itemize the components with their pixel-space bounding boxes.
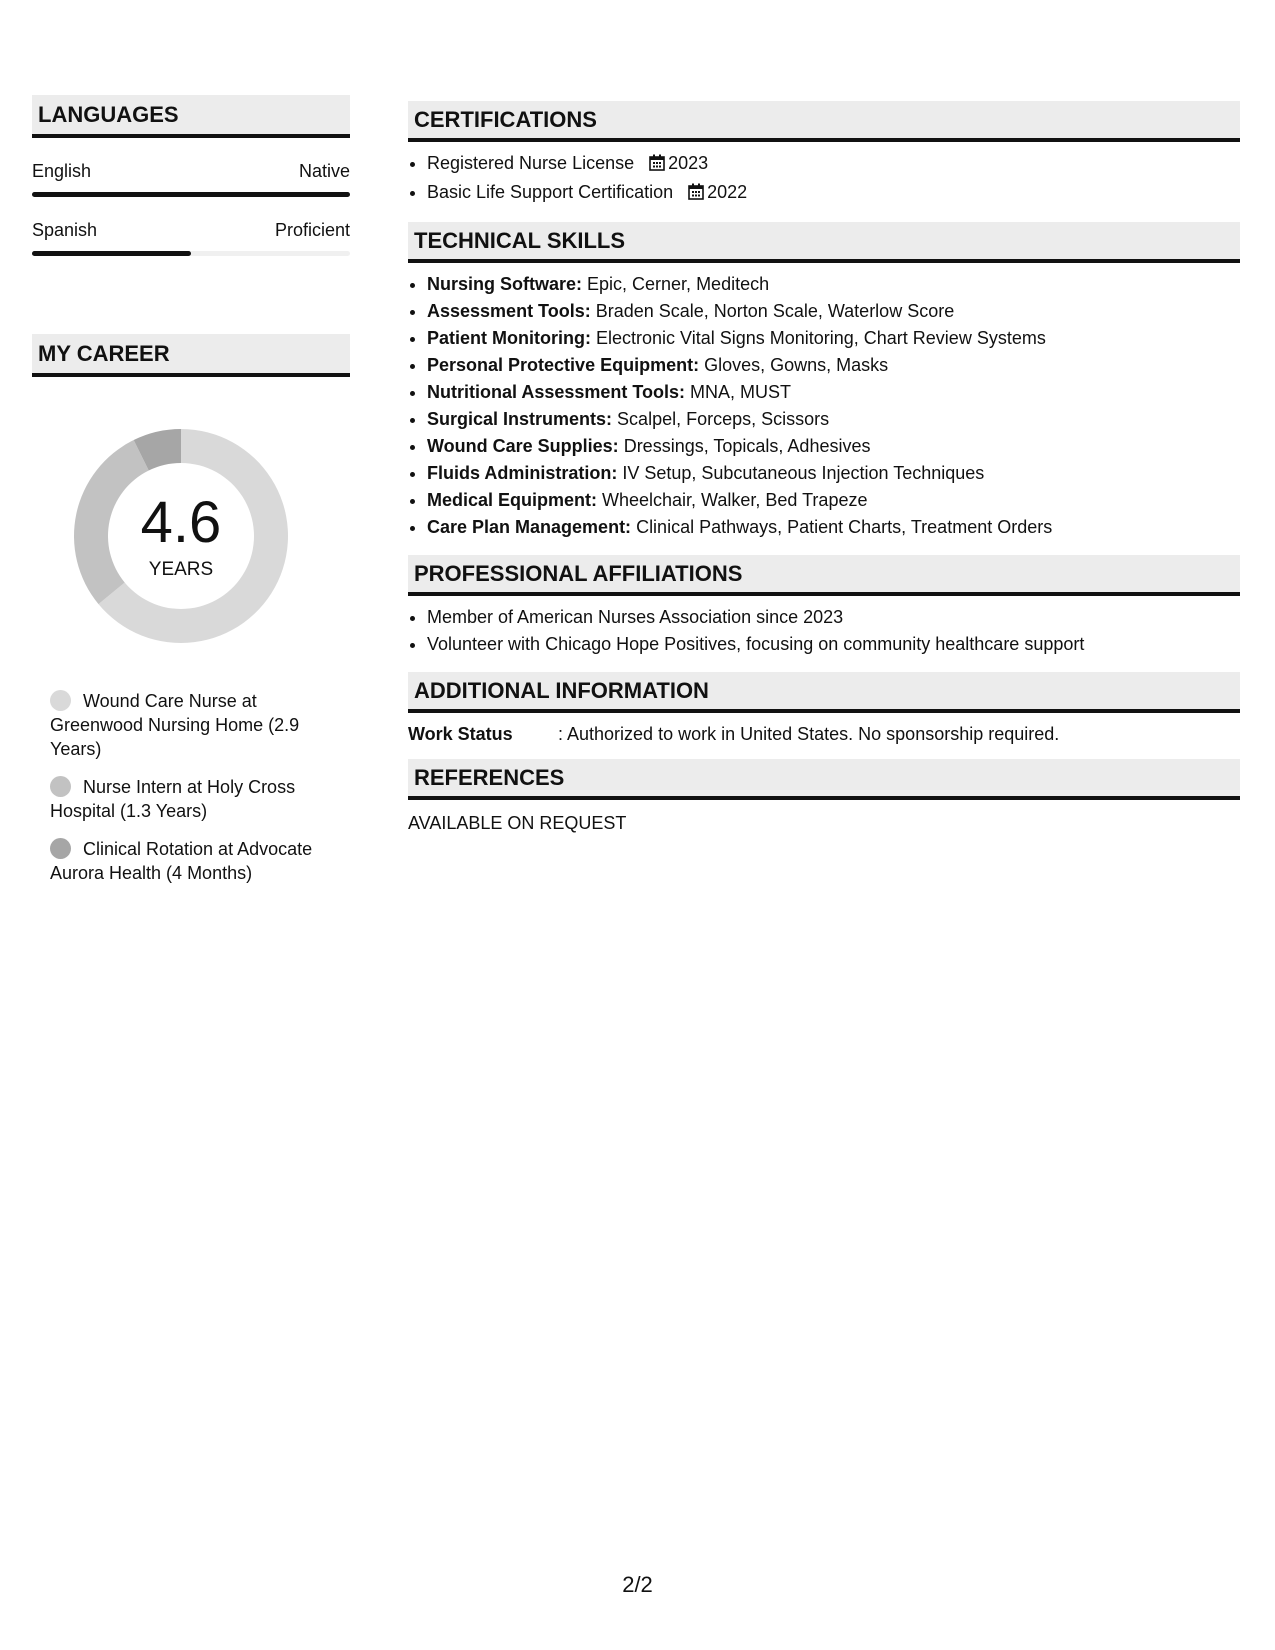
skill-value: Dressings, Topicals, Adhesives bbox=[618, 436, 871, 456]
skill-item bbox=[427, 460, 1240, 487]
skill-item bbox=[427, 352, 1240, 379]
language-level: Native bbox=[298, 161, 350, 181]
right-column bbox=[408, 101, 1240, 834]
career-heading: MY CAREER bbox=[32, 334, 350, 377]
language-item-spanish bbox=[32, 219, 350, 256]
certification-year: 2022 bbox=[707, 182, 748, 202]
certifications-heading: CERTIFICATIONS bbox=[408, 101, 1240, 142]
certification-item bbox=[427, 150, 1240, 179]
career-total-value: 4.6 bbox=[140, 490, 222, 555]
legend-item bbox=[50, 689, 340, 761]
language-proficiency-bar bbox=[32, 192, 350, 197]
languages-heading: LANGUAGES bbox=[32, 95, 350, 138]
skill-label: Assessment Tools: bbox=[427, 301, 591, 321]
legend-item bbox=[50, 775, 340, 823]
skill-value: Wheelchair, Walker, Bed Trapeze bbox=[597, 490, 868, 510]
skill-item bbox=[427, 514, 1240, 541]
references-text: AVAILABLE ON REQUEST bbox=[408, 813, 627, 833]
technical-skills-list bbox=[408, 271, 1240, 541]
legend-label: Wound Care Nurse at Greenwood Nursing Home (2.9 Years) bbox=[50, 691, 300, 759]
skill-item bbox=[427, 298, 1240, 325]
skill-value: Scalpel, Forceps, Scissors bbox=[612, 409, 830, 429]
skill-label: Patient Monitoring: bbox=[427, 328, 591, 348]
technical-skills-section bbox=[408, 222, 1240, 541]
language-name: Spanish bbox=[32, 220, 98, 240]
work-status-value: : Authorized to work in United States. No sponsorship required. bbox=[558, 724, 1060, 744]
affiliations-list bbox=[408, 604, 1240, 658]
certification-name: Registered Nurse License bbox=[427, 153, 635, 173]
skill-label: Medical Equipment: bbox=[427, 490, 598, 510]
career-legend bbox=[50, 689, 340, 885]
affiliations-heading: PROFESSIONAL AFFILIATIONS bbox=[408, 555, 1240, 596]
skill-item bbox=[427, 271, 1240, 298]
skill-label: Wound Care Supplies: bbox=[427, 436, 619, 456]
work-status-row bbox=[408, 723, 1240, 745]
skill-label: Surgical Instruments: bbox=[427, 409, 613, 429]
language-proficiency-fill bbox=[32, 251, 191, 256]
skill-item bbox=[427, 406, 1240, 433]
additional-info-heading: ADDITIONAL INFORMATION bbox=[408, 672, 1240, 713]
skill-value: Epic, Cerner, Meditech bbox=[582, 274, 770, 294]
language-proficiency-fill bbox=[32, 192, 350, 197]
calendar-icon bbox=[688, 181, 704, 208]
references-section bbox=[408, 759, 1240, 834]
skill-label: Nursing Software: bbox=[427, 274, 583, 294]
career-total-unit: YEARS bbox=[148, 559, 214, 580]
legend-item bbox=[50, 837, 340, 885]
left-column bbox=[32, 95, 350, 899]
skill-item bbox=[427, 379, 1240, 406]
language-item-english bbox=[32, 160, 350, 197]
skill-value: Braden Scale, Norton Scale, Waterlow Score bbox=[590, 301, 955, 321]
certifications-list bbox=[408, 150, 1240, 208]
skill-label: Fluids Administration: bbox=[427, 463, 618, 483]
legend-dot bbox=[50, 838, 71, 859]
career-donut-chart bbox=[66, 421, 296, 651]
certification-item bbox=[427, 179, 1240, 208]
affiliations-section bbox=[408, 555, 1240, 658]
certifications-section bbox=[408, 101, 1240, 208]
additional-info-section bbox=[408, 672, 1240, 745]
skill-item bbox=[427, 433, 1240, 460]
skill-value: Clinical Pathways, Patient Charts, Treatment Orders bbox=[631, 517, 1053, 537]
skill-value: Gloves, Gowns, Masks bbox=[699, 355, 889, 375]
skill-label: Care Plan Management: bbox=[427, 517, 632, 537]
legend-label: Clinical Rotation at Advocate Aurora Health (4 Months) bbox=[50, 839, 313, 883]
calendar-icon bbox=[649, 152, 665, 179]
references-heading: REFERENCES bbox=[408, 759, 1240, 800]
skill-value: IV Setup, Subcutaneous Injection Techniques bbox=[617, 463, 985, 483]
legend-label: Nurse Intern at Holy Cross Hospital (1.3 Years) bbox=[50, 777, 296, 821]
language-proficiency-bar bbox=[32, 251, 350, 256]
skill-label: Nutritional Assessment Tools: bbox=[427, 382, 686, 402]
affiliation-item: • Member of American Nurses Association since 2023 bbox=[427, 604, 1240, 631]
skill-item bbox=[427, 325, 1240, 352]
legend-dot bbox=[50, 690, 71, 711]
affiliation-item: • Volunteer with Chicago Hope Positives, focusing on community healthcare support bbox=[427, 631, 1240, 658]
language-level: Proficient bbox=[274, 220, 350, 240]
work-status-label: Work Status bbox=[408, 724, 513, 744]
skill-label: Personal Protective Equipment: bbox=[427, 355, 700, 375]
language-name: English bbox=[32, 161, 92, 181]
page-number: 2/2 bbox=[622, 1572, 653, 1597]
skill-item bbox=[427, 487, 1240, 514]
skill-value: MNA, MUST bbox=[685, 382, 792, 402]
legend-dot bbox=[50, 776, 71, 797]
skill-value: Electronic Vital Signs Monitoring, Chart Review Systems bbox=[590, 328, 1046, 348]
certification-year: 2023 bbox=[668, 153, 709, 173]
technical-skills-heading: TECHNICAL SKILLS bbox=[408, 222, 1240, 263]
certification-name: Basic Life Support Certification bbox=[427, 182, 674, 202]
